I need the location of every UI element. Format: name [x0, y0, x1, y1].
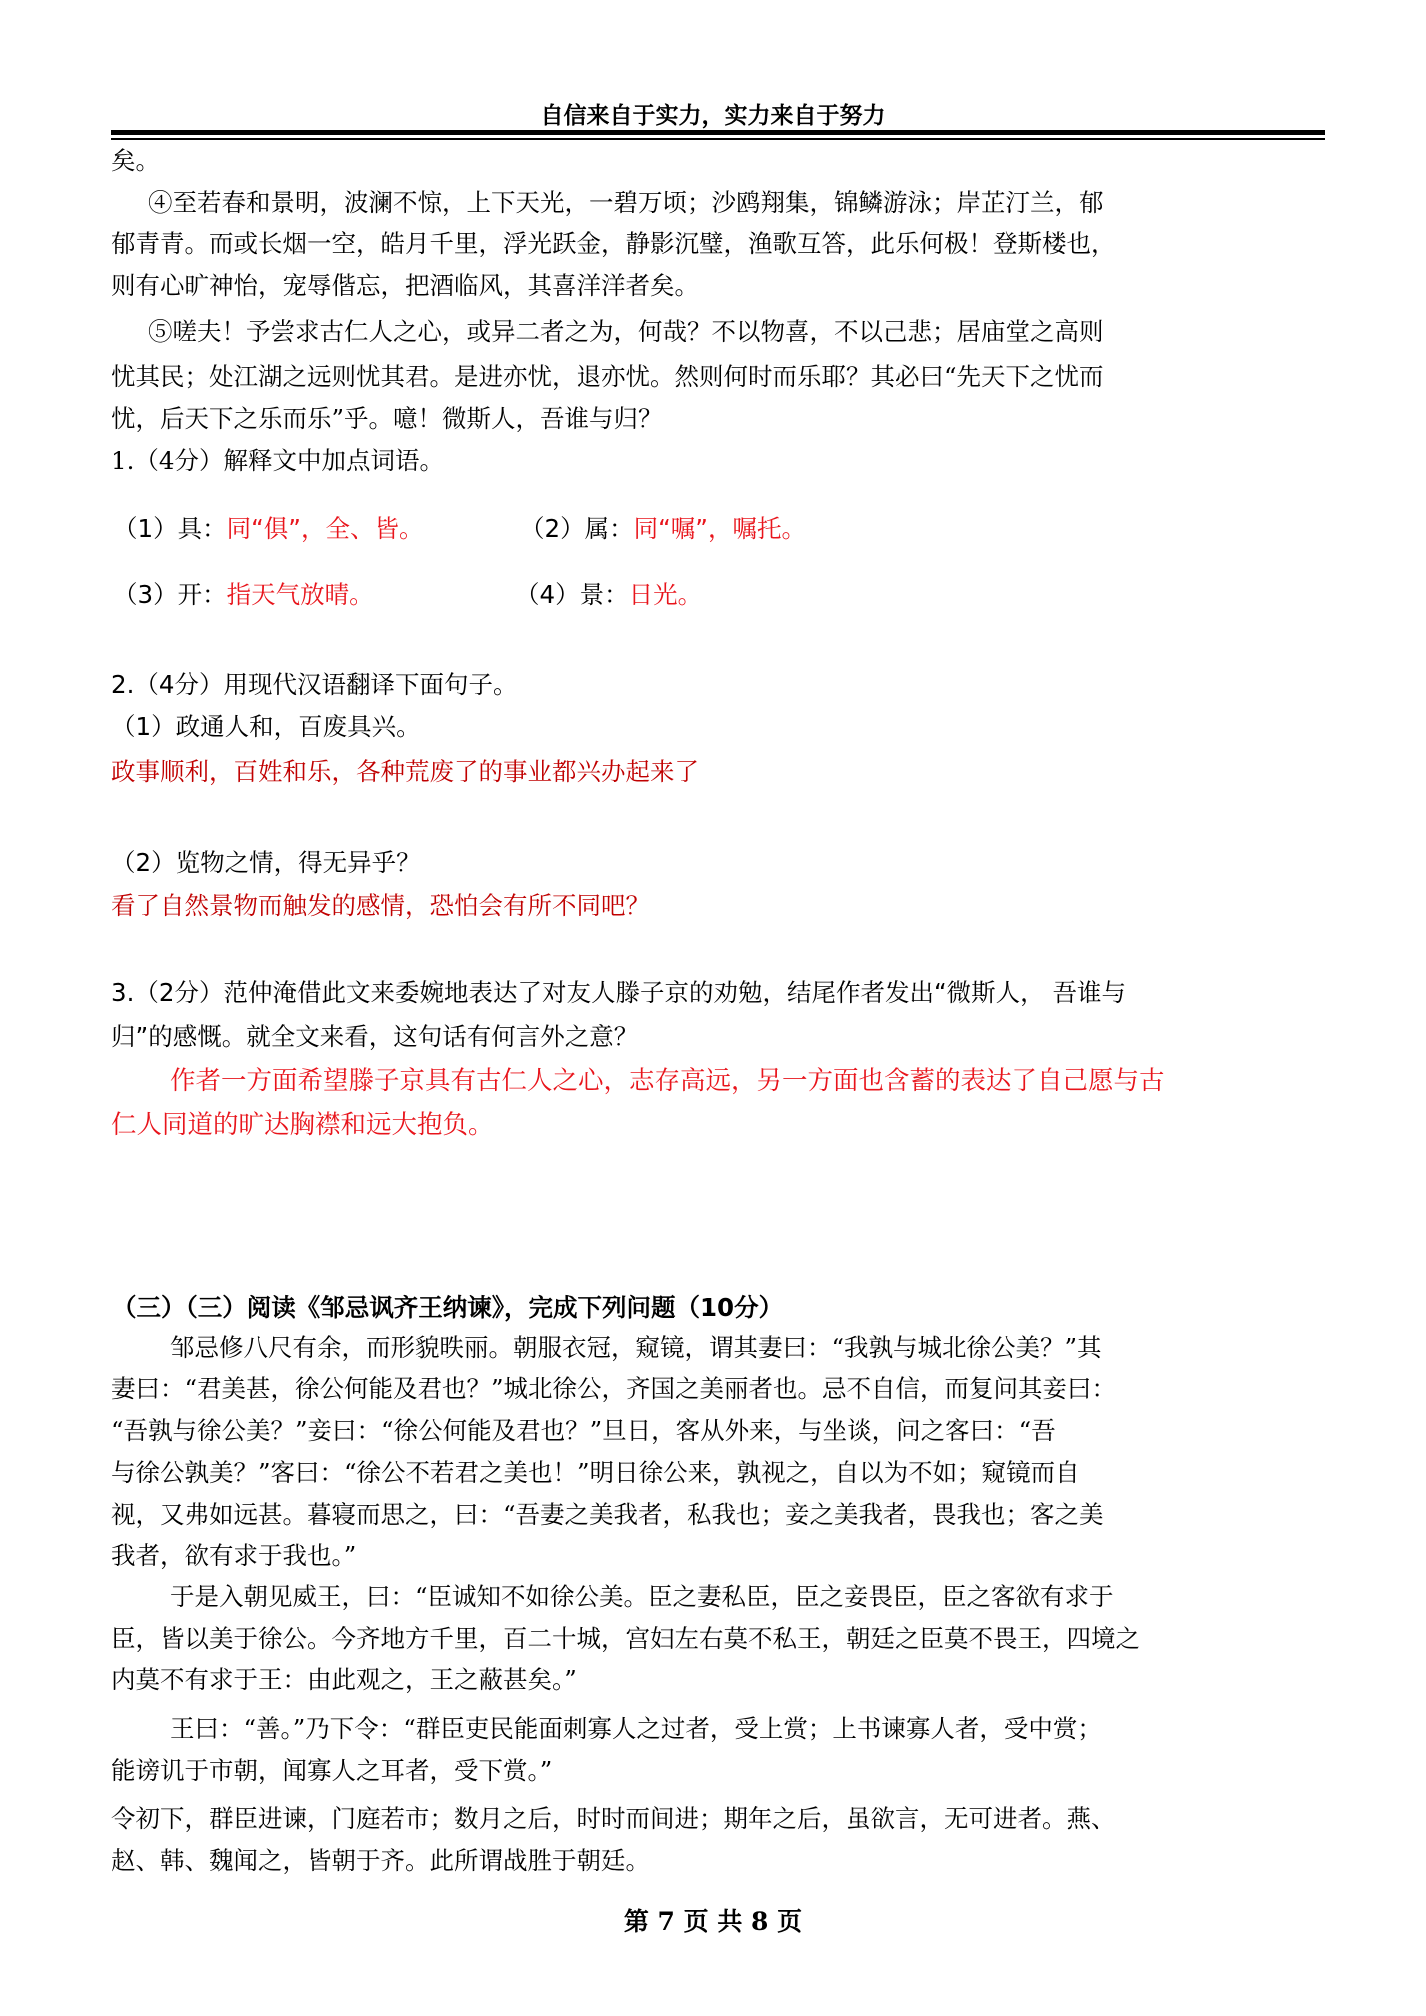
page-footer: 第 7 页 共 8 页 [623, 1907, 803, 1936]
q2-sub1: （1）政通人和，百废具兴。 [111, 712, 421, 741]
header-rule-thick [111, 130, 1325, 135]
section3-line: 邹忌修八尺有余，而形貌昳丽。朝服衣冠，窥镜，谓其妻曰：“我孰与城北徐公美？”其 [170, 1333, 1102, 1362]
passage-line: 忧，后天下之乐而乐”乎。噫！微斯人，吾谁与归？ [111, 404, 663, 433]
section3-line: 王曰：“善。”乃下令：“群臣吏民能面刺寡人之过者，受上赏；上书谏寡人者，受中赏； [170, 1714, 1102, 1743]
q3-stem-line2: 归”的感慨。就全文来看，这句话有何言外之意？ [111, 1022, 639, 1051]
section3-title: （三）（三）阅读《邹忌讽齐王纳谏》，完成下列问题（10分） [112, 1293, 784, 1322]
q1-item-label: （3）开： [113, 580, 227, 609]
section3-line: 令初下，群臣进谏，门庭若市；数月之后，时时而间进；期年之后，虽欲言，无可进者。燕、 [111, 1804, 1116, 1833]
q1-item-2 [520, 514, 1020, 544]
q1-item-answer: 同“嘱”，嘱托。 [633, 514, 806, 543]
section3-line: 我者，欲有求于我也。” [111, 1541, 357, 1570]
q2-stem: 2.（4分）用现代汉语翻译下面句子。 [111, 670, 518, 699]
section3-line: 臣，皆以美于徐公。今齐地方千里，百二十城，宫妇左右莫不私王，朝廷之臣莫不畏王，四境之 [111, 1624, 1140, 1653]
section3-line: 于是入朝见威王，曰：“臣诚知不如徐公美。臣之妻私臣，臣之妾畏臣，臣之客欲有求于 [170, 1582, 1114, 1611]
passage-line: 则有心旷神怡，宠辱偕忘，把酒临风，其喜洋洋者矣。 [111, 271, 699, 300]
section3-line: 与徐公孰美？”客曰：“徐公不若君之美也！”明日徐公来，孰视之，自以为不如；窥镜而自 [111, 1458, 1080, 1487]
passage-line: ④至若春和景明，波澜不惊，上下天光，一碧万顷；沙鸥翔集，锦鳞游泳；岸芷汀兰，郁 [148, 188, 1104, 217]
q3-answer-line2: 仁人同道的旷达胸襟和远大抱负。 [111, 1110, 494, 1140]
q1-item-label: （2）属： [520, 514, 634, 543]
passage-line: 郁青青。而或长烟一空，皓月千里，浮光跃金，静影沉璧，渔歌互答，此乐何极！登斯楼也， [111, 229, 1116, 258]
passage-line: 矣。 [111, 146, 160, 175]
section3-line: 能谤讥于市朝，闻寡人之耳者，受下赏。” [111, 1756, 553, 1785]
section3-line: “吾孰与徐公美？”妾曰：“徐公何能及君也？”旦日，客从外来，与坐谈，问之客曰：“吾 [111, 1416, 1056, 1445]
q3-stem-line1: 3.（2分）范仲淹借此文来委婉地表达了对友人滕子京的劝勉，结尾作者发出“微斯人， 吾谁与 [111, 978, 1126, 1007]
passage-line: 忧其民；处江湖之远则忧其君。是进亦忧，退亦忧。然则何时而乐耶？其必曰“先天下之忧而 [111, 362, 1104, 391]
q1-item-answer: 同“俱”，全、皆。 [226, 514, 424, 543]
q2-answer2: 看了自然景物而触发的感情，恐怕会有所不同吧？ [111, 891, 650, 920]
section3-line: 视，又弗如远甚。暮寝而思之，曰：“吾妻之美我者，私我也；妾之美我者，畏我也；客之美 [111, 1500, 1104, 1529]
section3-line: 赵、韩、魏闻之，皆朝于齐。此所谓战胜于朝廷。 [111, 1846, 650, 1875]
q1-item-label: （4）景： [515, 580, 629, 609]
header-rule-thin [111, 138, 1325, 140]
q1-item-answer: 指天气放晴。 [226, 580, 374, 609]
q1-item-4 [515, 580, 1015, 610]
page-header-title: 自信来自于实力，实力来自于努力 [540, 103, 886, 129]
q2-sub2: （2）览物之情，得无异乎？ [111, 848, 421, 877]
passage-line: ⑤嗟夫！予尝求古仁人之心，或异二者之为，何哉？不以物喜，不以己悲；居庙堂之高则 [148, 317, 1104, 346]
q1-item-answer: 日光。 [628, 580, 703, 609]
q1-item-label: （1）具： [113, 514, 227, 543]
q2-answer1: 政事顺利，百姓和乐，各种荒废了的事业都兴办起来了 [111, 757, 699, 786]
q1-stem: 1.（4分）解释文中加点词语。 [111, 446, 444, 475]
section3-line: 内莫不有求于王：由此观之，王之蔽甚矣。” [111, 1665, 577, 1694]
q3-answer-line1: 作者一方面希望滕子京具有古仁人之心，志存高远，另一方面也含蓄的表达了自己愿与古 [170, 1066, 1165, 1096]
section3-line: 妻曰：“君美甚，徐公何能及君也？”城北徐公，齐国之美丽者也。忌不自信，而复问其妾曰： [111, 1374, 1117, 1403]
